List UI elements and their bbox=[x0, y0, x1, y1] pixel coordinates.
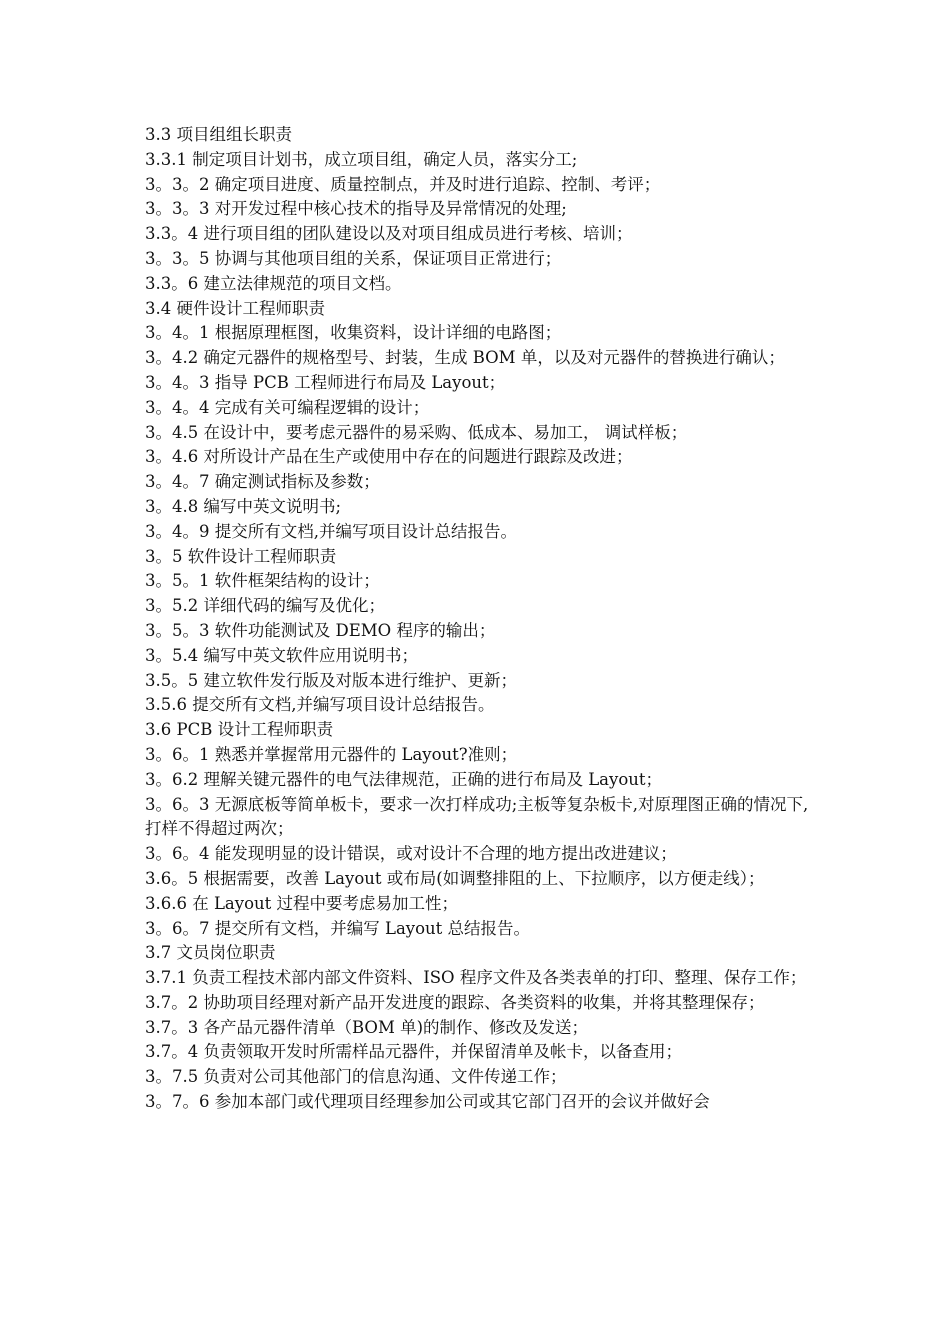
section-heading: 3.3 项目组组长职责 bbox=[145, 125, 292, 144]
section-heading: 3。5 软件设计工程师职责 bbox=[145, 546, 337, 566]
list-item: 3。5。3 软件功能测试及 DEMO 程序的输出； bbox=[145, 620, 496, 640]
list-item: 3。4.2 确定元器件的规格型号、封装，生成 BOM 单，以及对元器件的替换进行确认； bbox=[145, 348, 785, 368]
list-item: 3。7.5 负责对公司其他部门的信息沟通、文件传递工作； bbox=[145, 1067, 567, 1087]
document-body bbox=[145, 123, 810, 1115]
list-item: 3。4.8 编写中英文说明书; bbox=[145, 496, 342, 516]
list-item: 3。3。2 确定项目进度、质量控制点，并及时进行追踪、控制、考评； bbox=[145, 174, 661, 194]
list-item: 3。6。4 能发现明显的设计错误，或对设计不合理的地方提出改进建议； bbox=[145, 844, 677, 864]
list-item: 3.7。4 负责领取开发时所需样品元器件，并保留清单及帐卡，以备查用； bbox=[145, 1042, 682, 1062]
list-item: 3。3。3 对开发过程中核心技术的指导及异常情况的处理; bbox=[145, 199, 567, 219]
section-heading: 3.6 PCB 设计工程师职责 bbox=[145, 720, 334, 740]
list-item: 3。4.5 在设计中，要考虑元器件的易采购、低成本、易加工， 调试样板； bbox=[145, 422, 688, 442]
section-heading: 3.7 文员岗位职责 bbox=[145, 943, 276, 963]
list-item: 3.5.6 提交所有文档,并编写项目设计总结报告。 bbox=[145, 695, 495, 715]
list-item: 3.5。5 建立软件发行版及对版本进行维护、更新； bbox=[145, 670, 517, 690]
list-item: 3。5.2 详细代码的编写及优化； bbox=[145, 596, 385, 616]
section-heading: 3.4 硬件设计工程师职责 bbox=[145, 298, 325, 318]
list-item: 3。7。6 参加本部门或代理项目经理参加公司或其它部门召开的会议并做好会 bbox=[145, 1092, 710, 1112]
list-item: 3.6.6 在 Layout 过程中要考虑易加工性； bbox=[145, 893, 459, 913]
list-item: 3。4。3 指导 PCB 工程师进行布局及 Layout； bbox=[145, 372, 506, 392]
list-item: 3.7。3 各产品元器件清单（BOM 单)的制作、修改及发送； bbox=[145, 1017, 589, 1037]
list-item: 3.3.1 制定项目计划书，成立项目组，确定人员，落实分工; bbox=[145, 149, 578, 169]
list-item: 3.6。5 根据需要，改善 Layout 或布局(如调整排阻的上、下拉顺序，以方便走线）； bbox=[145, 868, 765, 888]
list-item: 3。4。9 提交所有文档,并编写项目设计总结报告。 bbox=[145, 521, 517, 541]
list-item: 3。6。1 熟悉并掌握常用元器件的 Layout?准则； bbox=[145, 744, 518, 764]
list-item: 3.7。2 协助项目经理对新产品开发进度的跟踪、各类资料的收集，并将其整理保存； bbox=[145, 992, 765, 1012]
list-item: 3.7.1 负责工程技术部内部文件资料、ISO 程序文件及各类表单的打印、整理、保存工作； bbox=[145, 968, 807, 988]
list-item: 3.3。6 建立法律规范的项目文档。 bbox=[145, 273, 402, 293]
list-item: 3。6.2 理解关键元器件的电气法律规范，正确的进行布局及 Layout； bbox=[145, 769, 663, 789]
list-item: 3。6。3 无源底板等简单板卡，要求一次打样成功;主板等复杂板卡,对原理图正确的情况下,打样不得超过两次； bbox=[145, 794, 809, 839]
list-item: 3。4。7 确定测试指标及参数； bbox=[145, 472, 380, 492]
list-item: 3。4.6 对所设计产品在生产或使用中存在的问题进行跟踪及改进； bbox=[145, 447, 633, 467]
list-item: 3。4。1 根据原理框图，收集资料，设计详细的电路图； bbox=[145, 323, 562, 343]
list-item: 3。3。5 协调与其他项目组的关系，保证项目正常进行； bbox=[145, 248, 562, 268]
list-item: 3。5。1 软件框架结构的设计； bbox=[145, 571, 380, 591]
list-item: 3。4。4 完成有关可编程逻辑的设计； bbox=[145, 397, 430, 417]
list-item: 3。6。7 提交所有文档，并编写 Layout 总结报告。 bbox=[145, 918, 531, 938]
list-item: 3.3。4 进行项目组的团队建设以及对项目组成员进行考核、培训； bbox=[145, 224, 633, 244]
list-item: 3。5.4 编写中英文软件应用说明书； bbox=[145, 645, 418, 665]
